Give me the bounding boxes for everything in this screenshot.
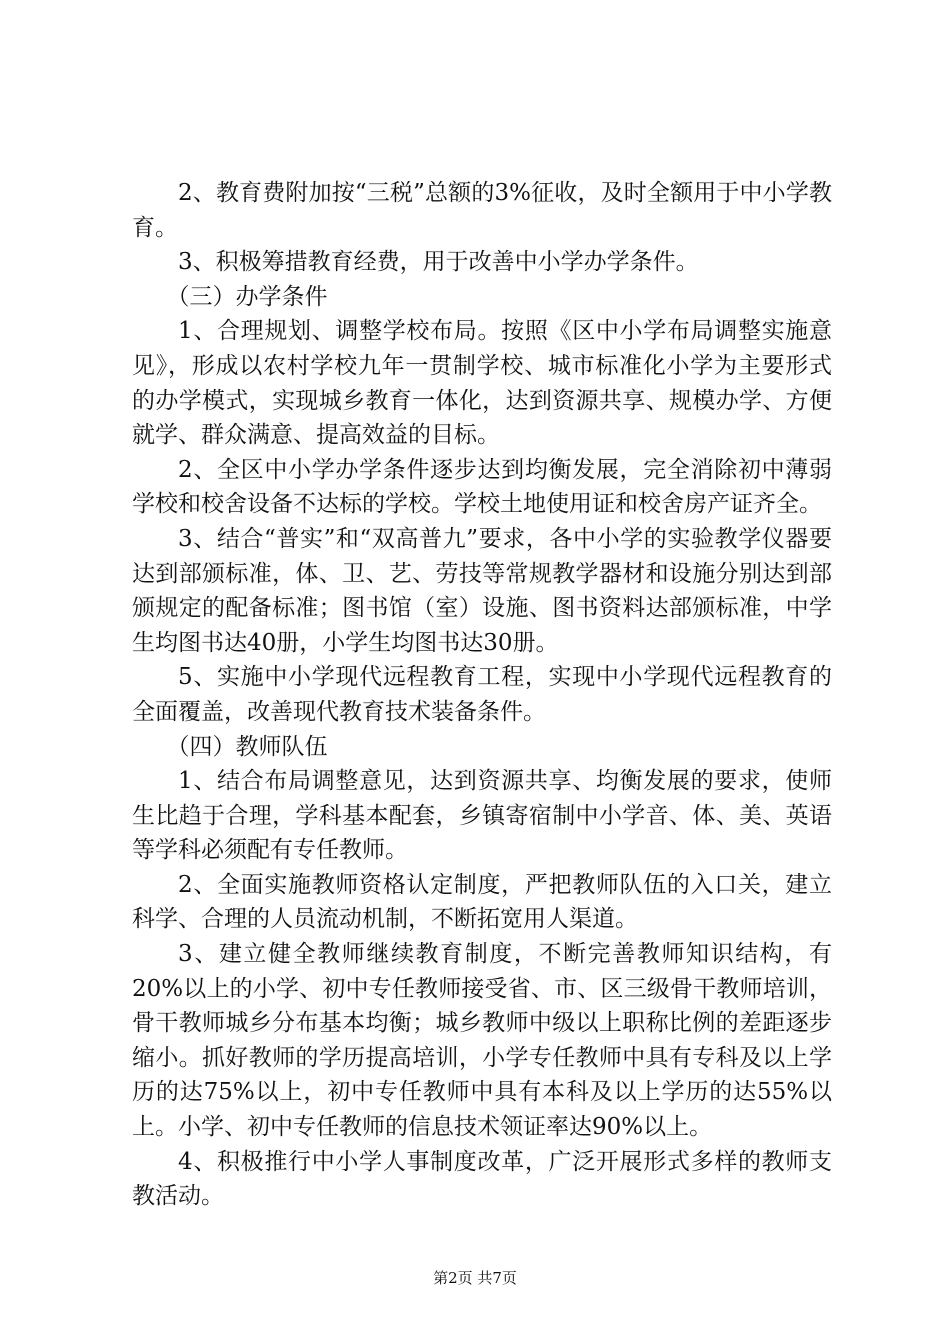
section-heading-school-conditions: （三）办学条件	[166, 283, 328, 310]
section-heading-teaching-staff: （四）教师队伍	[166, 733, 328, 760]
paragraph-teacher-ratio: 1、结合布局调整意见，达到资源共享、均衡发展的要求，使师生比趋于合理，学科基本配套，乡镇寄宿制中小学音、体、美、英语等学科必须配有专任教师。	[132, 768, 832, 864]
paragraph-teacher-qualification: 2、全面实施教师资格认定制度，严把教师队伍的入口关，建立科学、合理的人员流动机制，不断拓宽用人渠道。	[132, 871, 832, 933]
paragraph-continuing-education: 3、建立健全教师继续教育制度，不断完善教师知识结构，有20%以上的小学、初中专任教师接受省、市、区三级骨干教师培训，骨干教师城乡分布基本均衡；城乡教师中级以上职称比例的差距逐步缩小。抓好教师的学历提高培训，小学专任教师中具有专科及以上学历的达75%以上，初中专任教师中具有本科及以上学历的达55%以上。小学、初中专任教师的信息技术领证率达90%以上。	[132, 941, 832, 1141]
paragraph-raise-funds: 3、积极筹措教育经费，用于改善中小学办学条件。	[178, 249, 699, 276]
document-body	[132, 176, 832, 1214]
paragraph-equipment-standards: 3、结合“普实”和“双高普九”要求，各中小学的实验教学仪器要达到部颁标准，体、卫、艺、劳技等常规教学器材和设施分别达到部颁规定的配备标准；图书馆（室）设施、图书资料达部颁标准，中学生均图书达40册，小学生均图书达30册。	[132, 525, 832, 656]
paragraph-school-layout: 1、合理规划、调整学校布局。按照《区中小学布局调整实施意见》，形成以农村学校九年一贯制学校、城市标准化小学为主要形式的办学模式，实现城乡教育一体化，达到资源共享、规模办学、方便就学、群众满意、提高效益的目标。	[132, 318, 832, 449]
paragraph-balanced-development: 2、全区中小学办学条件逐步达到均衡发展，完全消除初中薄弱学校和校舍设备不达标的学校。学校土地使用证和校舍房产证齐全。	[132, 456, 832, 518]
page-number-footer: 第2页 共7页	[433, 1269, 517, 1287]
paragraph-fee-surcharge: 2、教育费附加按“三税”总额的3%征收，及时全额用于中小学教育。	[132, 180, 832, 241]
paragraph-remote-education: 5、实施中小学现代远程教育工程，实现中小学现代远程教育的全面覆盖，改善现代教育技术装备条件。	[132, 664, 832, 725]
paragraph-personnel-reform: 4、积极推行中小学人事制度改革，广泛开展形式多样的教师支教活动。	[132, 1148, 832, 1210]
